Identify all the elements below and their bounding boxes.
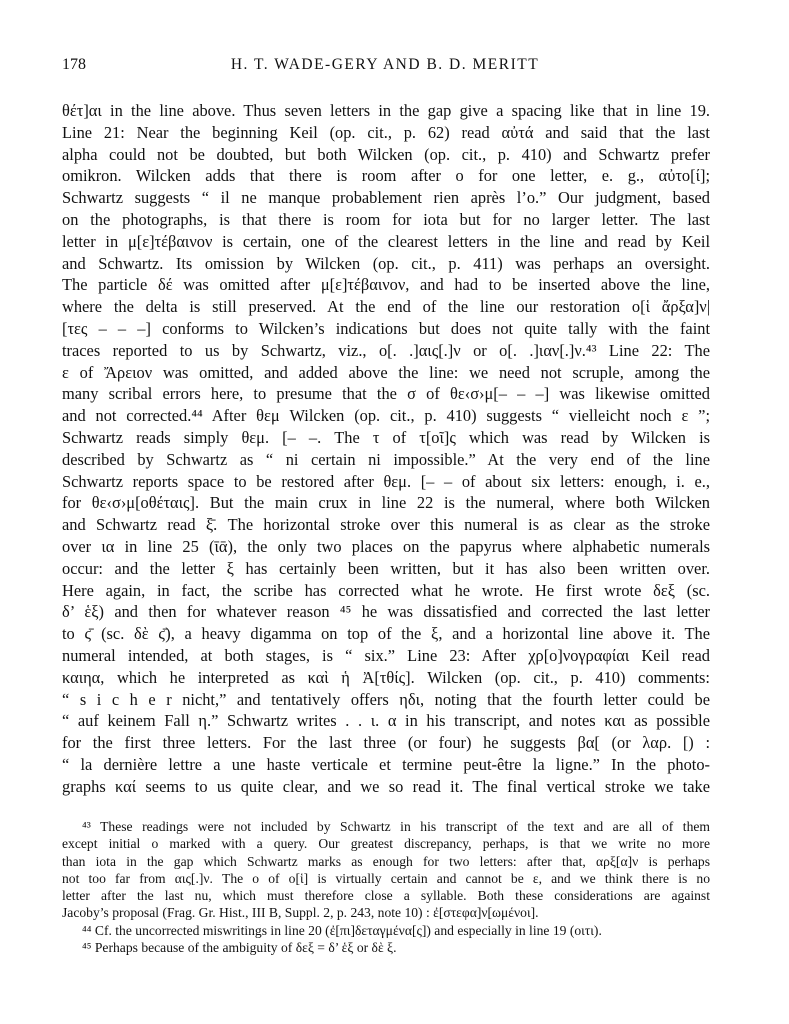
body-line: Here again, in fact, the scribe has corrected what he wrote. He first wrote δεξ (sc. bbox=[62, 580, 710, 600]
body-line: καιηα, which he interpreted as καὶ ἡ Ἀ[τθίς]. Wilcken (op. cit., p. 410) comments: bbox=[62, 667, 710, 687]
body-line: Schwartz reports space to be restored after θεμ. [– – of about six letters: enough, i. e., bbox=[62, 471, 710, 491]
body-line: and Schwartz read ξ̄. The horizontal stroke over this numeral is as clear as the stroke bbox=[62, 515, 710, 535]
running-head: H. T. WADE-GERY AND B. D. MERITT bbox=[230, 56, 540, 73]
body-line: [τες – – –] conforms to Wilcken’s indications but does not quite tally with the faint bbox=[62, 318, 710, 338]
body-line: traces reported to us by Schwartz, viz., ο[. .]αις[.]ν or ο[. .]ιαν[.]ν.⁴³ Line 22: The bbox=[62, 340, 710, 360]
footnote-44: ⁴⁴ Cf. the uncorrected miswritings in line 20 (ἐ[πι]δεταγμένα[ς]) and especially in line 19 (οιτι). bbox=[82, 922, 602, 938]
body-line: described by Schwartz as “ ni certain ni impossible.” At the very end of the line bbox=[62, 449, 710, 469]
footnote-43-line: than iota in the gap which Schwartz marks as enough for two letters: after that, αρξ[α]ν is perhaps bbox=[62, 853, 710, 869]
page-header bbox=[62, 56, 708, 80]
footnote-43-line: except initial ο marked with a query. Our greatest discrepancy, perhaps, is that we write no more bbox=[62, 836, 710, 852]
footnote-43-line: not too far from αις[.]ν. The ο of ο[ἱ] is virtually certain and cannot be ε, and we think there is no bbox=[62, 870, 710, 886]
body-line: where the delta is still preserved. At the end of the line our restoration ο[ἱ ἄρξα]ν| bbox=[62, 297, 710, 317]
body-line: The particle δέ was omitted after μ[ε]τέβαινον, and had to be inserted above the line, bbox=[62, 275, 710, 295]
page-number: 178 bbox=[62, 56, 86, 73]
body-line: omikron. Wilcken adds that there is room after ο for one letter, e. g., αὐτο[ί]; bbox=[62, 166, 710, 186]
body-line: and Schwartz. Its omission by Wilcken (op. cit., p. 411) was perhaps an oversight. bbox=[62, 253, 710, 273]
footnote-43-line: letter after the last nu, which must therefore close a syllable. Both these considerations are against bbox=[62, 888, 710, 904]
body-line: numeral intended, at both stages, is “ six.” Line 23: After χρ[ο]νογραφίαι Keil read bbox=[62, 645, 710, 665]
body-line: to ϛ̄ (sc. δὲ ϛ̄), a heavy digamma on top of the ξ, and a horizontal line above it. The bbox=[62, 624, 710, 644]
body-line: on the photographs, is that there is room for iota but for no larger letter. The last bbox=[62, 209, 710, 229]
body-line: Schwartz reads simply θεμ. [– –. The τ of τ[οῖ]ς which was read by Wilcken is bbox=[62, 427, 710, 447]
body-line: for the first three letters. For the last three (or four) he suggests βα[ (or λαρ. [) : bbox=[62, 733, 710, 753]
body-text bbox=[62, 100, 710, 798]
body-line: ε of Ἄρειον was omitted, and added above the line: we need not scruple, among the bbox=[62, 362, 710, 382]
body-line: θέτ]αι in the line above. Thus seven letters in the gap give a spacing like that in line 19. bbox=[62, 101, 710, 120]
body-line: “ s i c h e r nicht,” and tentatively offers ηδι, noting that the fourth letter could be bbox=[62, 689, 710, 709]
body-line: graphs καί seems to us quite clear, and we so read it. The final vertical stroke we take bbox=[62, 776, 710, 796]
body-line: many scribal errors here, to presume that the σ of θε‹σ›μ[– – –] was likewise omitted bbox=[62, 384, 710, 404]
body-line: Line 21: Near the beginning Keil (op. cit., p. 62) read αὐτά and said that the last bbox=[62, 122, 710, 142]
body-line: occur: and the letter ξ has certainly been written, but it has also been written over. bbox=[62, 558, 710, 578]
body-line: “ auf keinem Fall η.” Schwartz writes . . ι. α in his transcript, and notes και as possible bbox=[62, 711, 710, 731]
body-line: for θε‹σ›μ[οθέταις]. But the main crux in line 22 is the numeral, where both Wilcken bbox=[62, 493, 710, 513]
body-line: δ’ ἑξ) and then for whatever reason ⁴⁵ he was dissatisfied and corrected the last letter bbox=[62, 602, 710, 622]
body-line: and not corrected.⁴⁴ After θεμ Wilcken (op. cit., p. 410) suggests “ vielleicht noch ε ”; bbox=[62, 406, 710, 426]
body-line: alpha could not be doubted, but both Wilcken (op. cit., p. 410) and Schwartz prefer bbox=[62, 144, 710, 164]
body-line: Schwartz suggests “ il ne manque probablement rien après l’o.” Our judgment, based bbox=[62, 188, 710, 208]
body-line: letter in μ[ε]τέβαινον is certain, one of the clearest letters in the line and read by Keil bbox=[62, 231, 710, 251]
body-line: “ la dernière lettre a une haste verticale et termine peut-être la ligne.” In the photo- bbox=[62, 754, 710, 774]
body-line: over ια in line 25 (ῑᾱ), the only two places on the papyrus where alphabetic numerals bbox=[62, 536, 710, 556]
footnote-45: ⁴⁵ Perhaps because of the ambiguity of δεξ = δ’ ἑξ or δὲ ξ. bbox=[82, 940, 397, 956]
footnote-43-line: ⁴³ These readings were not included by Schwartz in his transcript of the text and are all of them bbox=[82, 819, 710, 834]
footnote-43-line: Jacoby’s proposal (Frag. Gr. Hist., III B, Suppl. 2, p. 243, note 10) : ἐ[στεφα]ν[ωμένοι]. bbox=[62, 905, 539, 921]
footnotes bbox=[62, 818, 710, 956]
